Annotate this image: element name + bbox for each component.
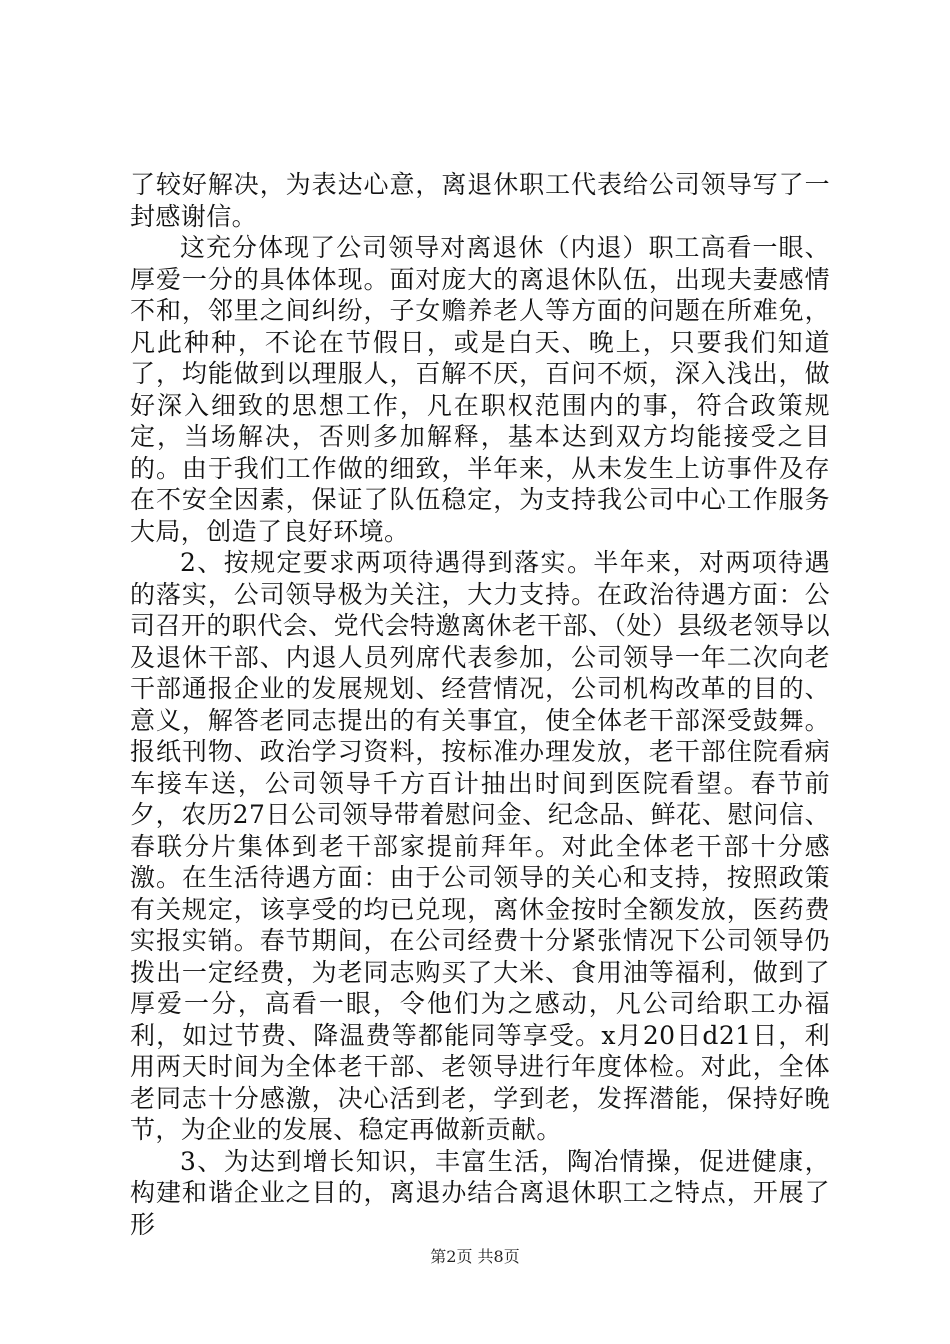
page-number-footer: 第2页 共8页 bbox=[430, 1247, 520, 1266]
paragraph-leadership-care: 这充分体现了公司领导对离退休（内退）职工高看一眼、厚爱一分的具体体现。面对庞大的离退休队伍，出现夫妻感情不和，邻里之间纠纷，子女赡养老人等方面的问题在所难免，凡此种种，不论在节假日，或是白天、晚上，只要我们知道了，均能做到以理服人，百解不厌，百问不烦，深入浅出，做好深入细致的思想工作，凡在职权范围内的事，符合政策规定，当场解决，否则多加解释，基本达到双方均能接受之目的。由于我们工作做的细致，半年来，从未发生上访事件及存在不安全因素，保证了队伍稳定，为支持我公司中心工作服务大局，创造了良好环境。 bbox=[130, 233, 830, 546]
paragraph-activities: 3、为达到增长知识，丰富生活，陶冶情操，促进健康，构建和谐企业之目的，离退办结合离退休职工之特点，开展了形 bbox=[130, 1146, 830, 1239]
document-body bbox=[130, 169, 830, 1240]
paragraph-continuation: 了较好解决，为表达心意，离退休职工代表给公司领导写了一封感谢信。 bbox=[130, 170, 830, 231]
paragraph-two-benefits: 2、按规定要求两项待遇得到落实。半年来，对两项待遇的落实，公司领导极为关注，大力支持。在政治待遇方面：公司召开的职代会、党代会特邀离休老干部、（处）县级老领导以及退休干部、内退人员列席代表参加，公司领导一年二次向老干部通报企业的发展规划、经营情况，公司机构改革的目的、意义，解答老同志提出的有关事宜，使全体老干部深受鼓舞。报纸刊物、政治学习资料，按标准办理发放，老干部住院看病车接车送，公司领导千方百计抽出时间到医院看望。春节前夕，农历27日公司领导带着慰问金、纪念品、鲜花、慰问信、春联分片集体到老干部家提前拜年。对此全体老干部十分感激。在生活待遇方面：由于公司领导的关心和支持，按照政策有关规定，该享受的均已兑现，离休金按时全额发放，医药费实报实销。春节期间，在公司经费十分紧张情况下公司领导仍拨出一定经费，为老同志购买了大米、食用油等福利，做到了厚爱一分，高看一眼，令他们为之感动，凡公司给职工办福利，如过节费、降温费等都能同等享受。x月20日d21日，利用两天时间为全体老干部、老领导进行年度体检。对此，全体老同志十分感激，决心活到老，学到老，发挥潜能，保持好晚节，为企业的发展、稳定再做新贡献。 bbox=[130, 548, 830, 1144]
